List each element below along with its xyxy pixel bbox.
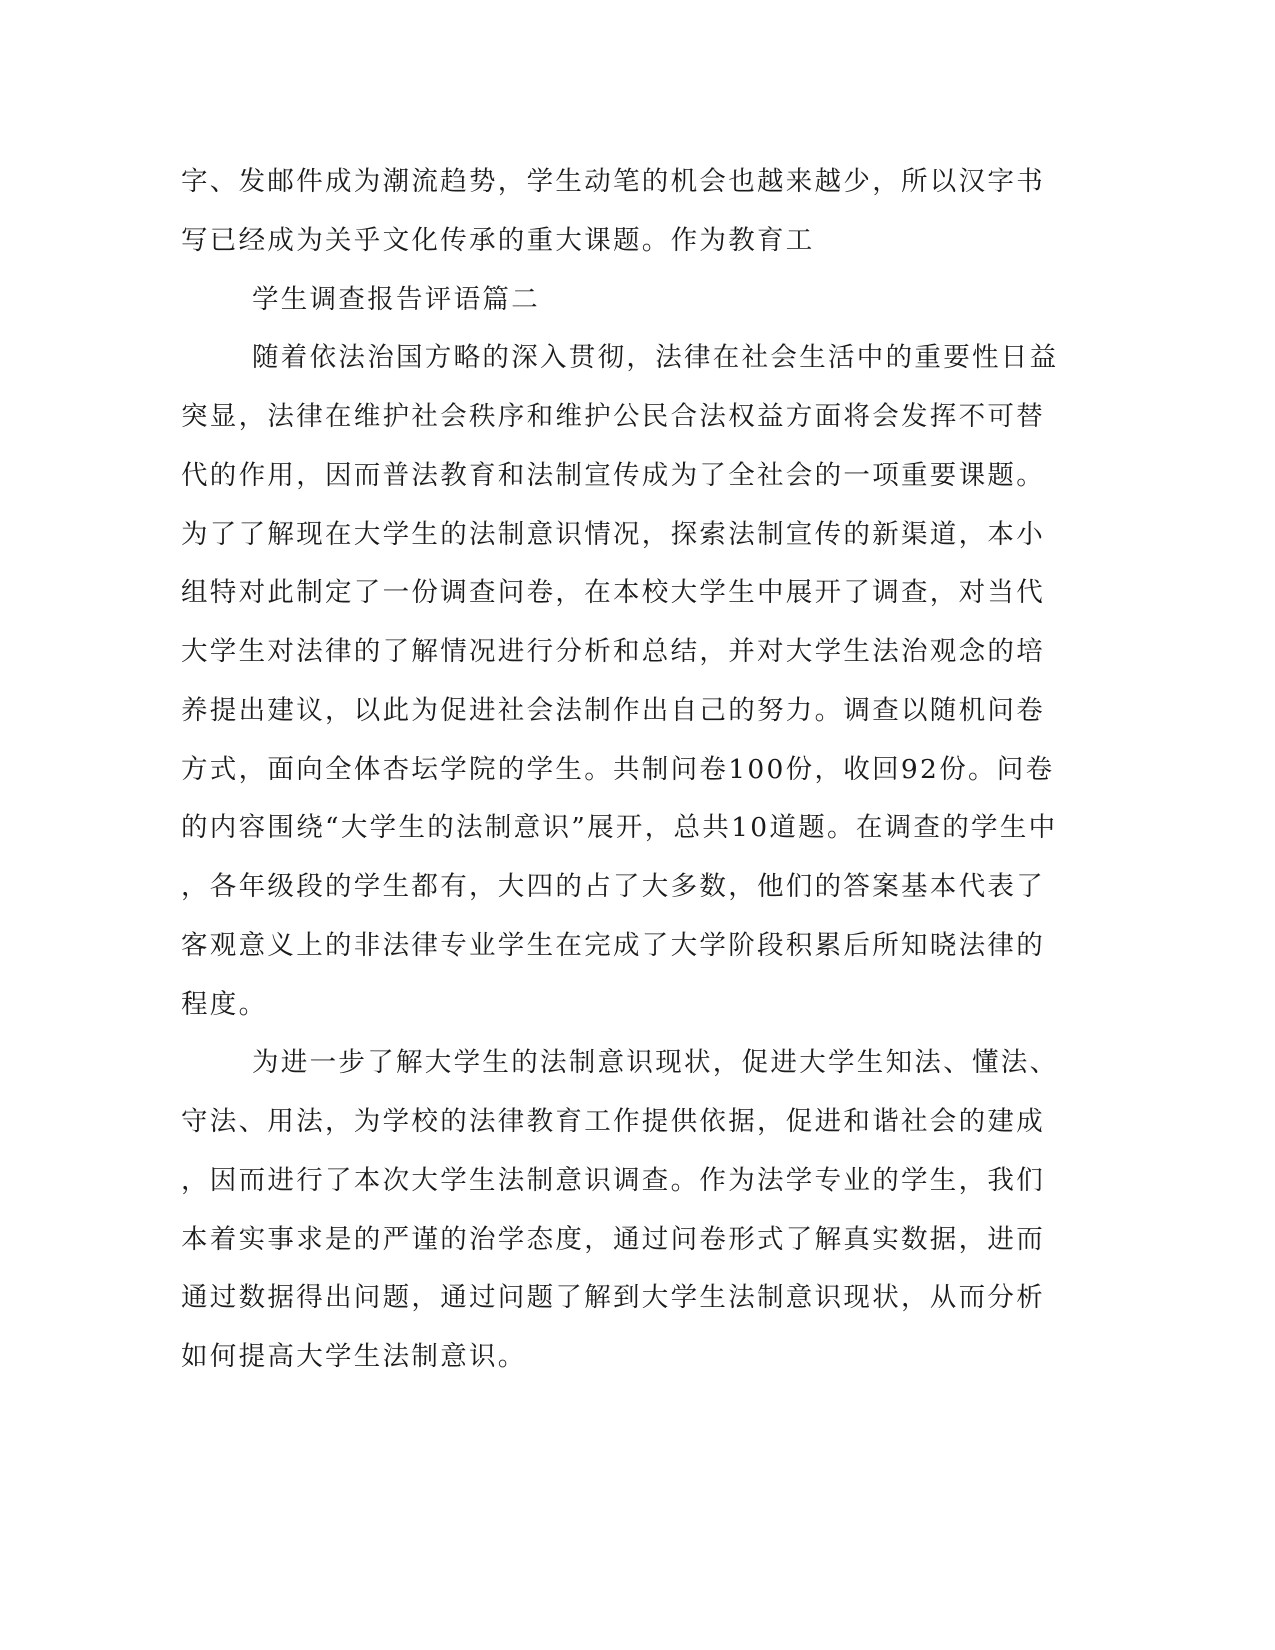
text-line: 如何提高大学生法制意识。 [181,1341,527,1372]
text-line: 养提出建议，以此为促进社会法制作出自己的努力。调查以随机问卷 [181,695,1045,726]
text-line: ，各年级段的学生都有，大四的占了大多数，他们的答案基本代表了 [181,871,1045,902]
text-line: 通过数据得出问题，通过问题了解到大学生法制意识现状，从而分析 [181,1282,1045,1313]
text-line: 代的作用，因而普法教育和法制宣传成为了全社会的一项重要课题。 [181,460,1045,491]
text-line: 方式，面向全体杏坛学院的学生。共制问卷100份，收回92份。问卷 [181,754,1055,785]
text-line: 字、发邮件成为潮流趋势，学生动笔的机会也越来越少，所以汉字书 [181,166,1045,197]
text-line: 大学生对法律的了解情况进行分析和总结，并对大学生法治观念的培 [181,636,1045,667]
text-line: 随着依法治国方略的深入贯彻，法律在社会生活中的重要性日益 [252,342,1059,373]
section-heading: 学生调查报告评语篇二 [252,284,540,315]
text-line: ，因而进行了本次大学生法制意识调查。作为法学专业的学生，我们 [181,1165,1045,1196]
text-line: 为进一步了解大学生的法制意识现状，促进大学生知法、懂法、 [252,1047,1059,1078]
text-line: 的内容围绕“大学生的法制意识”展开，总共10道题。在调查的学生中 [181,812,1058,843]
text-line: 客观意义上的非法律专业学生在完成了大学阶段积累后所知晓法律的 [181,930,1045,961]
text-line: 守法、用法，为学校的法律教育工作提供依据，促进和谐社会的建成 [181,1106,1045,1137]
text-line: 程度。 [181,989,268,1020]
text-line: 为了了解现在大学生的法制意识情况，探索法制宣传的新渠道，本小 [181,519,1045,550]
text-line: 组特对此制定了一份调查问卷，在本校大学生中展开了调查，对当代 [181,577,1045,608]
text-line: 突显，法律在维护社会秩序和维护公民合法权益方面将会发挥不可替 [181,401,1045,432]
text-line: 本着实事求是的严谨的治学态度，通过问卷形式了解真实数据，进而 [181,1224,1045,1255]
text-line: 写已经成为关乎文化传承的重大课题。作为教育工 [181,225,815,256]
